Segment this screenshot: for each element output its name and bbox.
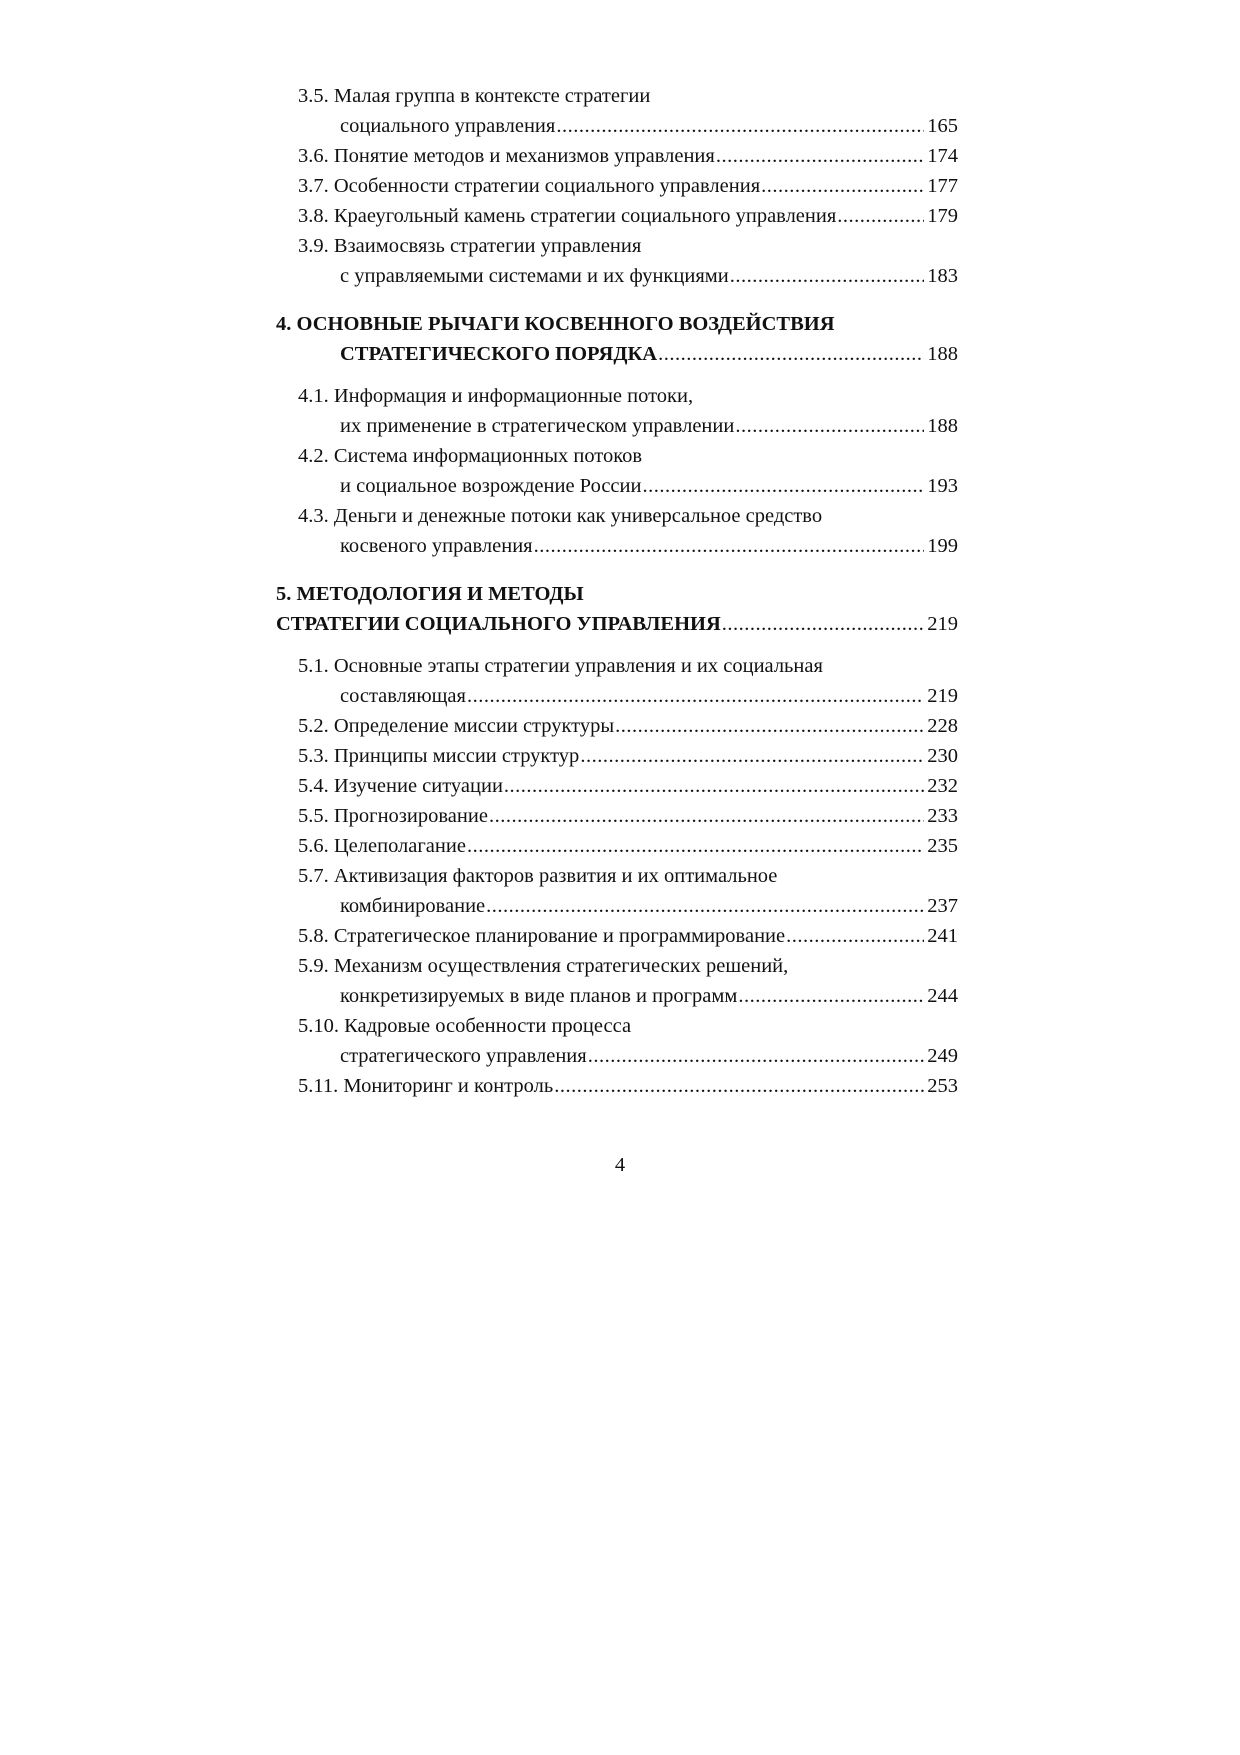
dot-leader <box>658 339 924 369</box>
toc-entry-title: 5.4. Изучение ситуации <box>298 775 503 797</box>
toc-page-number: 179 <box>927 205 958 227</box>
toc-page-number: 188 <box>927 343 958 365</box>
dot-leader <box>556 111 924 141</box>
toc-chapter-4-title-line1: 4. ОСНОВНЫЕ РЫЧАГИ КОСВЕННОГО ВОЗДЕЙСТВИЯ <box>276 313 835 335</box>
dot-leader <box>716 141 924 171</box>
toc-entry-5-5 <box>298 801 958 831</box>
toc-entry-title: с управляемыми системами и их функциями <box>340 265 729 287</box>
toc-entry-title: 3.7. Особенности стратегии социального управления <box>298 175 761 197</box>
toc-entry-3-8 <box>298 201 958 231</box>
toc-entry-4-2-line1: 4.2. Система информационных потоков <box>298 445 643 467</box>
toc-entry-5-10-line1: 5.10. Кадровые особенности процесса <box>298 1015 632 1037</box>
dot-leader <box>786 921 924 951</box>
toc-entry-title: 5.6. Целеполагание <box>298 835 466 857</box>
toc-page-number: 249 <box>927 1045 958 1067</box>
toc-entry-3-6 <box>298 141 958 171</box>
toc-page-number: 233 <box>927 805 958 827</box>
dot-leader <box>722 609 924 639</box>
toc-page-number: 188 <box>927 415 958 437</box>
toc-entry-5-9 <box>340 981 958 1011</box>
toc-entry-5-6 <box>298 831 958 861</box>
toc-page-number: 174 <box>927 145 958 167</box>
dot-leader <box>504 771 924 801</box>
dot-leader <box>486 891 924 921</box>
toc-entry-3-7 <box>298 171 958 201</box>
dot-leader <box>642 471 924 501</box>
toc-entry-3-5-line1: 3.5. Малая группа в контексте стратегии <box>298 85 651 107</box>
toc-entry-title: косвеного управления <box>340 535 533 557</box>
toc-page-number: 244 <box>927 985 958 1007</box>
toc-chapter-title: СТРАТЕГИЧЕСКОГО ПОРЯДКА <box>340 343 658 365</box>
toc-entry-5-4 <box>298 771 958 801</box>
toc-entry-4-1-line1: 4.1. Информация и информационные потоки, <box>298 385 694 407</box>
dot-leader <box>761 171 924 201</box>
dot-leader <box>580 741 924 771</box>
page-number: 4 <box>614 1154 626 1176</box>
toc-entry-title: 5.8. Стратегическое планирование и программирование <box>298 925 786 947</box>
toc-entry-title: 5.2. Определение миссии структуры <box>298 715 615 737</box>
toc-entry-4-3-line1: 4.3. Деньги и денежные потоки как универсальное средство <box>298 505 823 527</box>
toc-entry-title: комбинирование <box>340 895 486 917</box>
toc-page-number: 165 <box>927 115 958 137</box>
toc-entry-title: стратегического управления <box>340 1045 587 1067</box>
toc-chapter-title: СТРАТЕГИИ СОЦИАЛЬНОГО УПРАВЛЕНИЯ <box>276 613 721 635</box>
toc-entry-5-7-line1: 5.7. Активизация факторов развития и их оптимальное <box>298 865 778 887</box>
toc-page-number: 183 <box>927 265 958 287</box>
toc-entry-3-9-line1: 3.9. Взаимосвязь стратегии управления <box>298 235 642 257</box>
toc-entry-title: 3.6. Понятие методов и механизмов управления <box>298 145 715 167</box>
toc-entry-5-10 <box>340 1041 958 1071</box>
toc-entry-5-1 <box>340 681 958 711</box>
toc-entry-5-11 <box>298 1071 958 1101</box>
toc-page-number: 228 <box>927 715 958 737</box>
dot-leader <box>735 411 924 441</box>
toc-page-number: 232 <box>927 775 958 797</box>
toc-entry-title: составляющая <box>340 685 466 707</box>
dot-leader <box>489 801 924 831</box>
toc-entry-title: их применение в стратегическом управлении <box>340 415 735 437</box>
toc-page-number: 237 <box>927 895 958 917</box>
dot-leader <box>738 981 924 1011</box>
toc-entry-4-1 <box>340 411 958 441</box>
dot-leader <box>730 261 925 291</box>
toc-page-number: 219 <box>927 613 958 635</box>
dot-leader <box>534 531 925 561</box>
toc-page-number: 177 <box>927 175 958 197</box>
toc-page-number: 241 <box>927 925 958 947</box>
dot-leader <box>467 681 924 711</box>
toc-entry-4-2 <box>340 471 958 501</box>
toc-entry-4-3 <box>340 531 958 561</box>
toc-entry-title: 5.3. Принципы миссии структур <box>298 745 580 767</box>
dot-leader <box>837 201 924 231</box>
toc-entry-title: 5.11. Мониторинг и контроль <box>298 1075 554 1097</box>
toc-entry-5-8 <box>298 921 958 951</box>
toc-page-number: 253 <box>927 1075 958 1097</box>
toc-page-number: 235 <box>927 835 958 857</box>
toc-page-number: 219 <box>927 685 958 707</box>
toc-page-number: 199 <box>927 535 958 557</box>
toc-entry-title: 3.8. Краеугольный камень стратегии социального управления <box>298 205 837 227</box>
toc-page-number: 230 <box>927 745 958 767</box>
toc-entry-title: и социальное возрождение России <box>340 475 642 497</box>
toc-entry-5-3 <box>298 741 958 771</box>
toc-chapter-5 <box>276 609 958 639</box>
toc-chapter-5-title-line1: 5. МЕТОДОЛОГИЯ И МЕТОДЫ <box>276 583 584 605</box>
toc-entry-title: социального управления <box>340 115 556 137</box>
toc-entry-5-9-line1: 5.9. Механизм осуществления стратегических решений, <box>298 955 789 977</box>
toc-page-number: 193 <box>927 475 958 497</box>
toc-entry-5-1-line1: 5.1. Основные этапы стратегии управления и их социальная <box>298 655 823 677</box>
dot-leader <box>615 711 924 741</box>
toc-entry-3-9 <box>340 261 958 291</box>
dot-leader <box>554 1071 924 1101</box>
toc-entry-5-7 <box>340 891 958 921</box>
dot-leader <box>588 1041 925 1071</box>
toc-entry-title: конкретизируемых в виде планов и программ <box>340 985 738 1007</box>
toc-entry-5-2 <box>298 711 958 741</box>
toc-entry-title: 5.5. Прогнозирование <box>298 805 488 827</box>
dot-leader <box>467 831 924 861</box>
toc-entry-3-5 <box>340 111 958 141</box>
toc-chapter-4 <box>340 339 958 369</box>
